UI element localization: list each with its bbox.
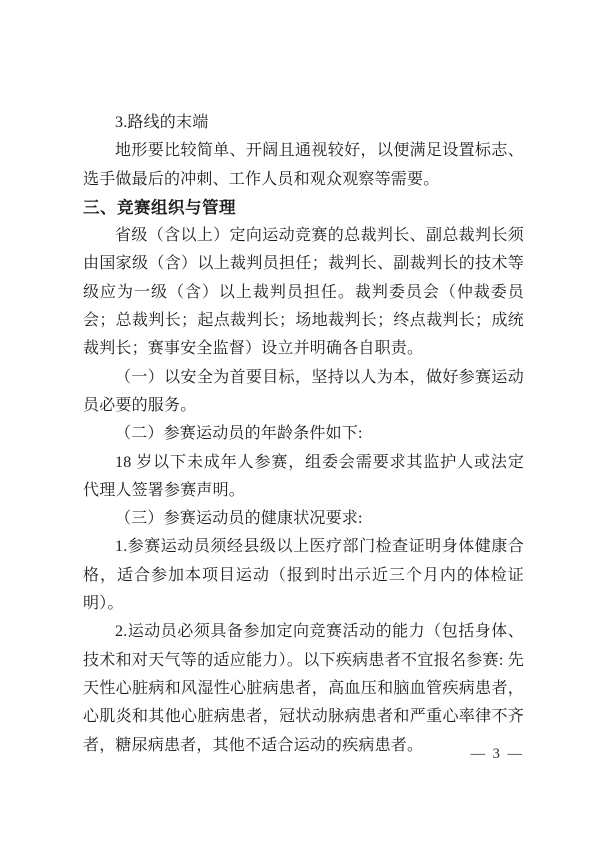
paragraph-ability-and-diseases: 2.运动员必须具备参加定向竞赛活动的能力（包括身体、技术和对天气等的适应能力）。以下疾病患者不宜报名参赛: 先天性心脏病和风湿性心脏病患者，高血压和脑血管疾病患者，心肌炎和其他心脏病患者，冠状动脉病患者和严重心率律不齐者，糖尿病患者，其他不适合运动的疾病患者。	[83, 623, 524, 754]
paragraph-medical-check: 1.参赛运动员须经县级以上医疗部门检查证明身体健康合格，适合参加本项目运动（报到时出示近三个月内的体检证明）。	[83, 538, 524, 613]
paragraph-referee-requirements: 省级（含以上）定向运动竞赛的总裁判长、副总裁判长须由国家级（含）以上裁判员担任；裁判长、副裁判长的技术等级应为一级（含）以上裁判员担任。裁判委员会（仲裁委员会；总裁判长；起点裁判长；场地裁判长；终点裁判长；成统裁判长；赛事安全监督）设立并明确各自职责。	[83, 227, 524, 358]
section-heading-organization-management: 三、竞赛组织与管理	[83, 197, 236, 217]
document-body	[83, 109, 524, 760]
paragraph-terrain: 地形要比较简单、开阔且通视较好，以便满足设置标志、选手做最后的冲刺、工作人员和观众观察等需要。	[83, 142, 524, 188]
paragraph-item-3-health-requirements: （三）参赛运动员的健康状况要求:	[115, 510, 363, 528]
page-number: — 3 —	[470, 746, 524, 762]
paragraph-item-1-safety: （一）以安全为首要目标，坚持以人为本，做好参赛运动员必要的服务。	[83, 368, 524, 414]
paragraph-item-2-age-conditions: （二）参赛运动员的年龄条件如下:	[115, 425, 363, 443]
list-item-route-end: 3.路线的末端	[115, 114, 209, 131]
paragraph-minor-athletes: 18 岁以下未成年人参赛，组委会需要求其监护人或法定代理人签署参赛声明。	[83, 453, 524, 499]
